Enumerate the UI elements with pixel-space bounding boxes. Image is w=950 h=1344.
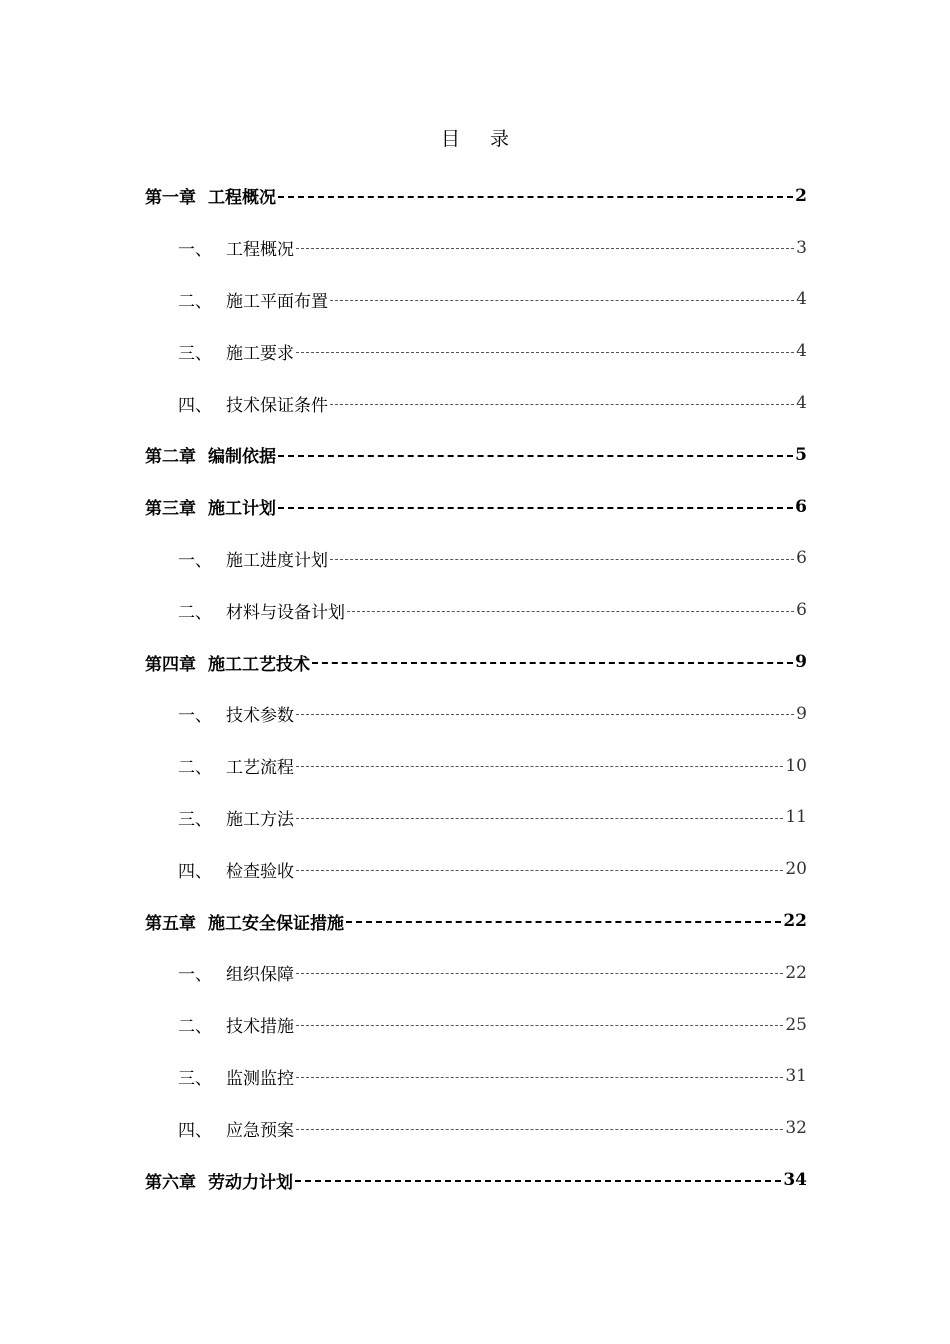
toc-leader-line — [278, 507, 793, 509]
toc-entry-number: 第一章 — [145, 188, 196, 209]
toc-entry-page: 22 — [785, 962, 807, 983]
toc-leader-line — [296, 1077, 783, 1078]
toc-entry-title: 技术参数 — [226, 706, 294, 727]
toc-entry-page: 10 — [785, 755, 807, 776]
toc-entry-title: 施工进度计划 — [226, 550, 328, 571]
toc-entry-number: 第三章 — [145, 499, 196, 520]
toc-entry-number: 二、 — [178, 291, 212, 312]
toc-entry-number: 三、 — [178, 809, 212, 830]
toc-section-entry[interactable] — [145, 325, 807, 377]
toc-entry-number: 第四章 — [145, 654, 196, 675]
toc-entry-number: 第五章 — [145, 913, 196, 934]
toc-chapter-entry[interactable] — [145, 895, 807, 947]
toc-entry-number: 二、 — [178, 1017, 212, 1038]
toc-chapter-entry[interactable] — [145, 429, 807, 481]
toc-leader-line — [296, 870, 783, 871]
toc-section-entry[interactable] — [145, 274, 807, 326]
toc-entry-page: 4 — [796, 341, 807, 362]
toc-entry-page: 3 — [796, 237, 807, 258]
toc-leader-line — [312, 662, 793, 664]
toc-section-entry[interactable] — [145, 222, 807, 274]
toc-entry-title: 工艺流程 — [226, 758, 294, 779]
toc-entry-title: 技术措施 — [226, 1017, 294, 1038]
toc-entry-page: 2 — [795, 185, 807, 206]
toc-section-entry[interactable] — [145, 947, 807, 999]
toc-leader-line — [296, 248, 794, 249]
toc-leader-line — [330, 559, 794, 560]
toc-entry-page: 34 — [783, 1170, 807, 1191]
toc-chapter-entry[interactable] — [145, 1154, 807, 1206]
toc-section-entry[interactable] — [145, 1051, 807, 1103]
toc-leader-line — [295, 1180, 781, 1182]
toc-entry-title: 劳动力计划 — [208, 1172, 293, 1193]
toc-leader-line — [278, 455, 793, 457]
toc-leader-line — [296, 352, 794, 353]
toc-entry-number: 第六章 — [145, 1172, 196, 1193]
toc-leader-line — [296, 818, 783, 819]
toc-entry-title: 组织保障 — [226, 965, 294, 986]
toc-section-entry[interactable] — [145, 999, 807, 1051]
toc-entry-page: 6 — [796, 600, 807, 621]
toc-entry-title: 施工平面布置 — [226, 291, 328, 312]
toc-entry-page: 32 — [785, 1118, 807, 1139]
toc-section-entry[interactable] — [145, 533, 807, 585]
toc-entry-title: 检查验收 — [226, 861, 294, 882]
toc-entry-title: 编制依据 — [208, 447, 276, 468]
toc-leader-line — [296, 766, 783, 767]
toc-entry-title: 施工要求 — [226, 343, 294, 364]
toc-leader-line — [296, 1025, 783, 1026]
toc-entry-page: 6 — [795, 496, 807, 517]
toc-entry-page: 5 — [795, 444, 807, 465]
toc-chapter-entry[interactable] — [145, 481, 807, 533]
toc-chapter-entry[interactable] — [145, 636, 807, 688]
toc-entry-title: 施工工艺技术 — [208, 654, 310, 675]
toc-entry-title: 工程概况 — [208, 188, 276, 209]
toc-entry-page: 25 — [785, 1014, 807, 1035]
toc-entry-number: 二、 — [178, 758, 212, 779]
toc-entry-page: 22 — [783, 911, 807, 932]
toc-entry-number: 一、 — [178, 240, 212, 261]
toc-entry-page: 4 — [796, 393, 807, 414]
toc-title: 目 录 — [440, 128, 522, 150]
toc-leader-line — [330, 300, 794, 301]
toc-entry-page: 9 — [796, 703, 807, 724]
toc-entry-page: 4 — [796, 289, 807, 310]
toc-entry-page: 31 — [785, 1066, 807, 1087]
toc-entry-number: 四、 — [178, 395, 212, 416]
toc-entry-number: 三、 — [178, 1068, 212, 1089]
toc-entry-title: 材料与设备计划 — [226, 602, 345, 623]
toc-entry-page: 20 — [785, 859, 807, 880]
toc-entry-number: 三、 — [178, 343, 212, 364]
toc-entry-page: 6 — [796, 548, 807, 569]
toc-section-entry[interactable] — [145, 1102, 807, 1154]
toc-entry-number: 一、 — [178, 965, 212, 986]
toc-entry-title: 技术保证条件 — [226, 395, 328, 416]
table-of-contents — [145, 170, 807, 1206]
toc-entry-number: 一、 — [178, 550, 212, 571]
toc-entry-page: 11 — [785, 807, 807, 828]
toc-leader-line — [296, 714, 794, 715]
toc-entry-title: 工程概况 — [226, 240, 294, 261]
toc-leader-line — [296, 1129, 783, 1130]
toc-section-entry[interactable] — [145, 688, 807, 740]
toc-chapter-entry[interactable] — [145, 170, 807, 222]
toc-leader-line — [347, 611, 794, 612]
toc-entry-number: 二、 — [178, 602, 212, 623]
toc-section-entry[interactable] — [145, 740, 807, 792]
toc-entry-title: 施工计划 — [208, 499, 276, 520]
toc-entry-title: 施工方法 — [226, 809, 294, 830]
toc-entry-page: 9 — [795, 652, 807, 673]
toc-entry-number: 四、 — [178, 1120, 212, 1141]
toc-leader-line — [278, 196, 793, 198]
toc-entry-title: 应急预案 — [226, 1120, 294, 1141]
toc-section-entry[interactable] — [145, 584, 807, 636]
toc-entry-title: 施工安全保证措施 — [208, 913, 344, 934]
toc-leader-line — [296, 973, 783, 974]
toc-section-entry[interactable] — [145, 377, 807, 429]
toc-entry-number: 四、 — [178, 861, 212, 882]
toc-entry-title: 监测监控 — [226, 1068, 294, 1089]
toc-leader-line — [330, 404, 794, 405]
toc-section-entry[interactable] — [145, 843, 807, 895]
toc-entry-number: 第二章 — [145, 447, 196, 468]
toc-entry-number: 一、 — [178, 706, 212, 727]
toc-section-entry[interactable] — [145, 792, 807, 844]
toc-leader-line — [346, 921, 781, 923]
